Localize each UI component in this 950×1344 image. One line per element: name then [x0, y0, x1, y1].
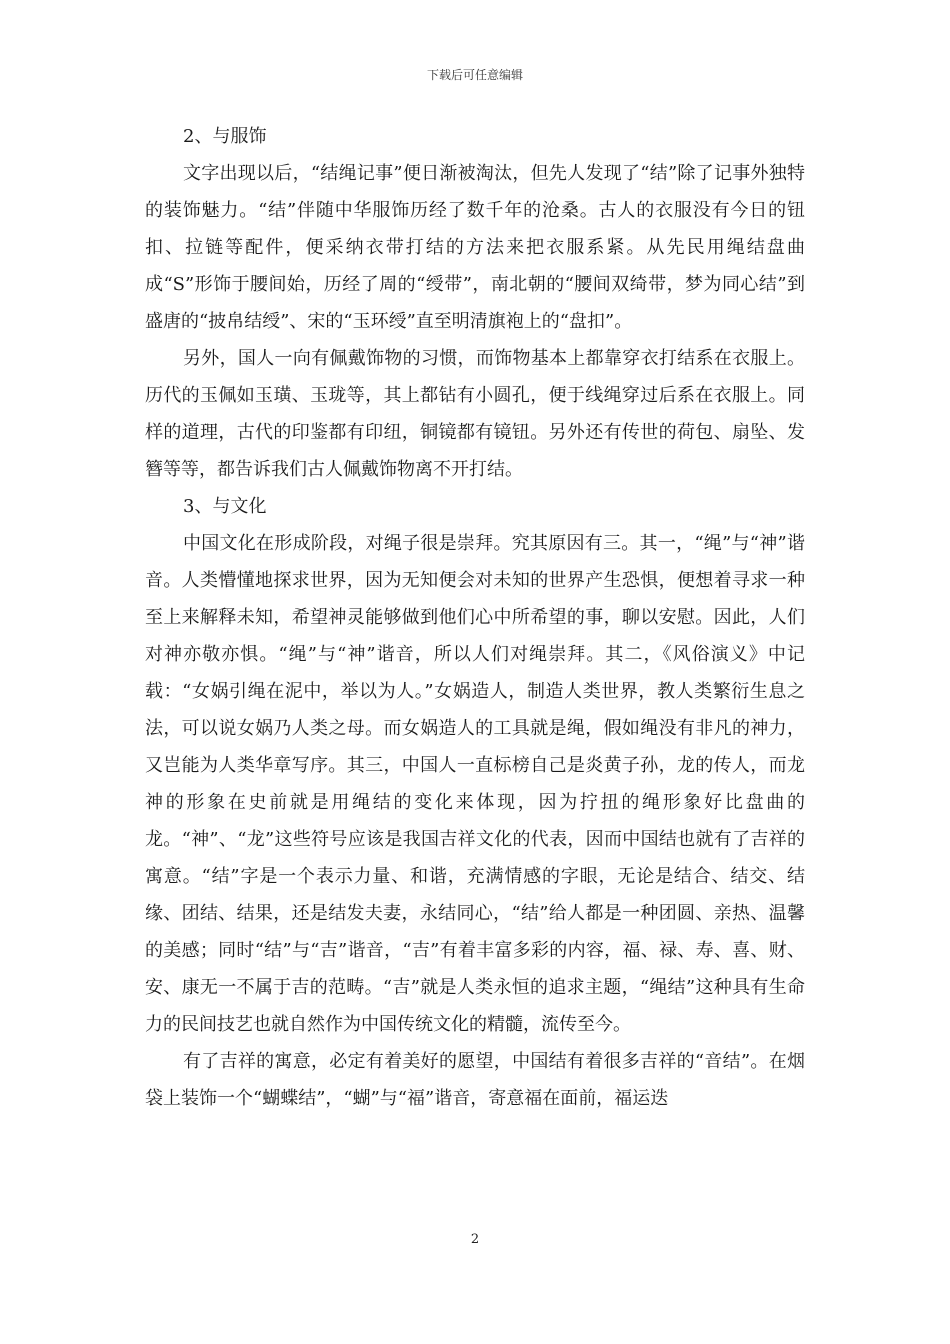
- paragraph: 有了吉祥的寓意，必定有着美好的愿望，中国结有着很多吉祥的“音结”。在烟袋上装饰一个“蝴蝶结”，“蝴”与“福”谐音，寄意福在面前，福运迭: [145, 1051, 805, 1109]
- page-number: 2: [470, 1232, 480, 1247]
- paragraph: 文字出现以后，“结绳记事”便日渐被淘汰，但先人发现了“结”除了记事外独特的装饰魅力。“结”伴随中华服饰历经了数千年的沧桑。古人的衣服没有今日的钮扣、拉链等配件，便采纳衣带打结的方法来把衣服系紧。从先民用绳结盘曲成“S”形饰于腰间始，历经了周的“绶带”，南北朝的“腰间双绮带，梦为同心结”到盛唐的“披帛结绶”、宋的“玉环绶”直至明清旗袍上的“盘扣”。: [145, 163, 805, 332]
- section-heading-clothing: 2、与服饰: [183, 126, 267, 147]
- document-body: [145, 118, 805, 1117]
- paragraph: 中国文化在形成阶段，对绳子很是崇拜。究其原因有三。其一，“绳”与“神”谐音。人类懵懂地探求世界，因为无知便会对未知的世界产生恐惧，便想着寻求一种至上来解释未知，希望神灵能够做到他们心中所希望的事，聊以安慰。因此，人们对神亦敬亦惧。“绳”与“神”谐音，所以人们对绳崇拜。其二，《风俗演义》中记载：“女娲引绳在泥中，举以为人。”女娲造人，制造人类世界，教人类繁衍生息之法，可以说女娲乃人类之母。而女娲造人的工具就是绳，假如绳没有非凡的神力，又岂能为人类华章写序。其三，中国人一直标榜自己是炎黄子孙，龙的传人，而龙神的形象在史前就是用绳结的变化来体现，因为拧扭的绳形象好比盘曲的龙。“神”、“龙”这些符号应该是我国吉祥文化的代表，因而中国结也就有了吉祥的寓意。“结”字是一个表示力量、和谐，充满情感的字眼，无论是结合、结交、结缘、团结、结果，还是结发夫妻，永结同心，“结”给人都是一种团圆、亲热、温馨的美感；同时“结”与“吉”谐音，“吉”有着丰富多彩的内容，福、禄、寿、喜、财、安、康无一不属于吉的范畴。“吉”就是人类永恒的追求主题，“绳结”这种具有生命力的民间技艺也就自然作为中国传统文化的精髓，流传至今。: [145, 533, 805, 1035]
- page-header: 下载后可任意编辑: [426, 68, 523, 82]
- section-heading-culture: 3、与文化: [183, 496, 267, 517]
- paragraph: 另外，国人一向有佩戴饰物的习惯，而饰物基本上都靠穿衣打结系在衣服上。历代的玉佩如玉璜、玉珑等，其上都钻有小圆孔，便于线绳穿过后系在衣服上。同样的道理，古代的印鉴都有印纽，铜镜都有镜钮。另外还有传世的荷包、扇坠、发簪等等，都告诉我们古人佩戴饰物离不开打结。: [145, 348, 805, 480]
